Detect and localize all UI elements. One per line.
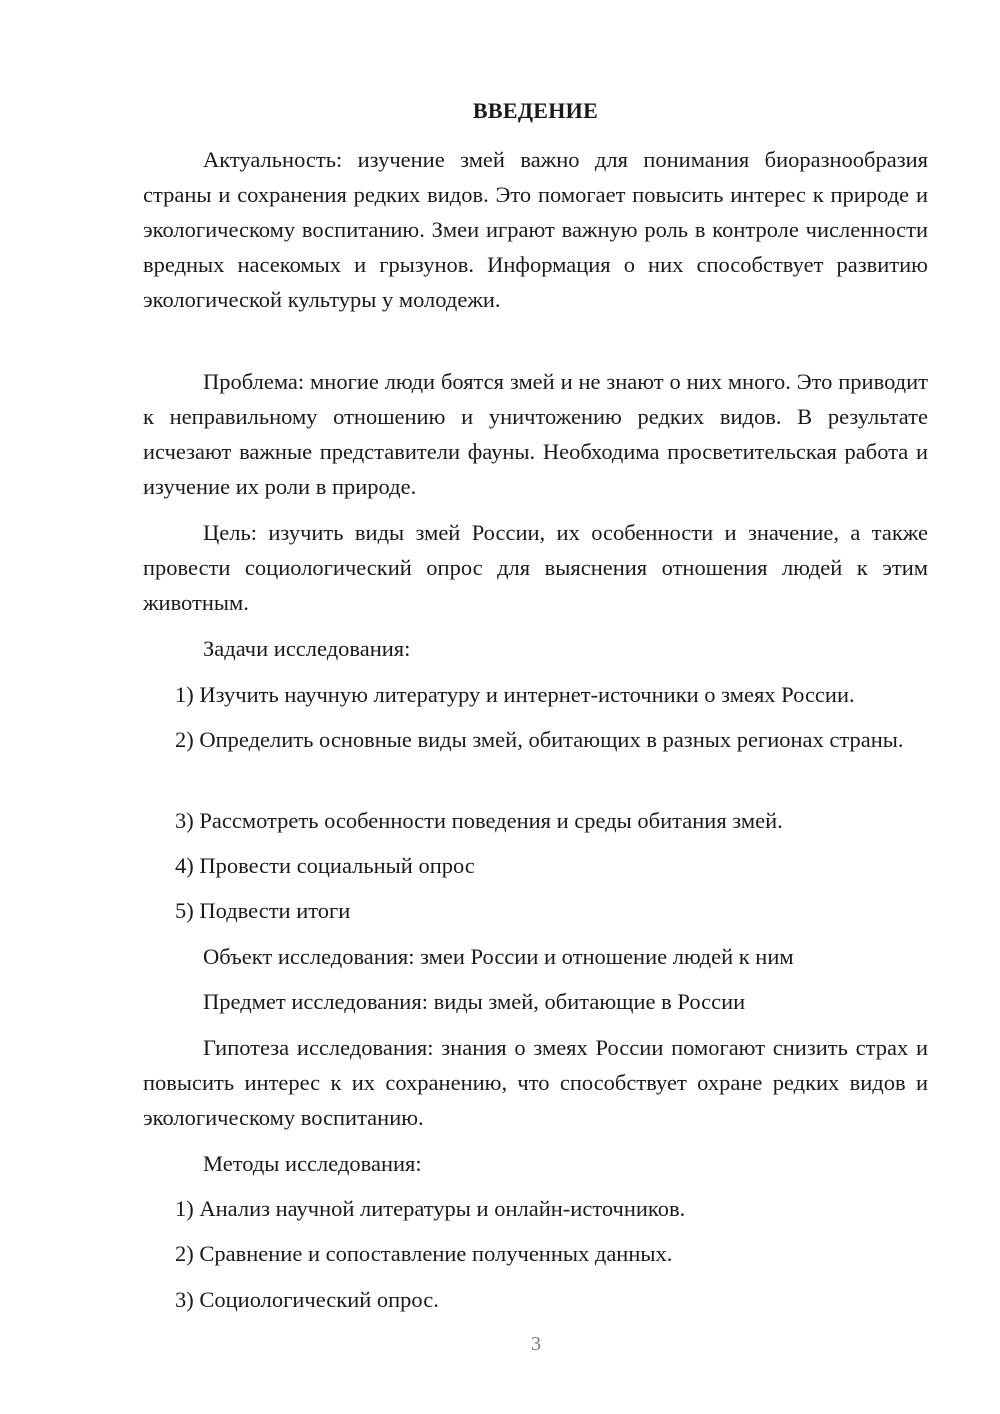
task-item-3: 3) Рассмотреть особенности поведения и среды обитания змей. [175, 808, 783, 833]
task-item-2: 2) Определить основные виды змей, обитающих в разных регионах страны. [175, 727, 904, 752]
problem-paragraph: Проблема: многие люди боятся змей и не знают о них много. Это приводит к неправильному отношению и уничтожению редких видов. В результате исчезают важные представители фауны. Необходима просветительская работа и изучение их роли в природе. [143, 369, 928, 499]
goal-paragraph: Цель: изучить виды змей России, их особенности и значение, а также провести социологический опрос для выяснения отношения людей к этим животным. [143, 520, 928, 615]
page-number: 3 [531, 1333, 541, 1355]
method-item-2: 2) Сравнение и сопоставление полученных данных. [175, 1241, 673, 1266]
task-item-4: 4) Провести социальный опрос [175, 853, 475, 878]
section-title: ВВЕДЕНИЕ [472, 98, 599, 123]
tasks-heading: Задачи исследования: [203, 636, 411, 661]
task-item-5: 5) Подвести итоги [175, 898, 351, 923]
method-item-1: 1) Анализ научной литературы и онлайн-источников. [175, 1196, 686, 1221]
task-item-1: 1) Изучить научную литературу и интернет-источники о змеях России. [175, 682, 855, 707]
research-subject: Предмет исследования: виды змей, обитающие в России [203, 989, 746, 1014]
research-object: Объект исследования: змеи России и отношение людей к ним [203, 944, 794, 969]
relevance-paragraph: Актуальность: изучение змей важно для понимания биоразнообразия страны и сохранения редких видов. Это помогает повысить интерес к природе и экологическому воспитанию. Змеи играют важную роль в контроле численности вредных насекомых и грызунов. Информация о них способствует развитию экологической культуры у молодежи. [143, 147, 928, 312]
methods-heading: Методы исследования: [203, 1151, 422, 1176]
hypothesis-paragraph: Гипотеза исследования: знания о змеях России помогают снизить страх и повысить интерес к их сохранению, что способствует охране редких видов и экологическому воспитанию. [143, 1035, 928, 1130]
method-item-3: 3) Социологический опрос. [175, 1287, 439, 1312]
